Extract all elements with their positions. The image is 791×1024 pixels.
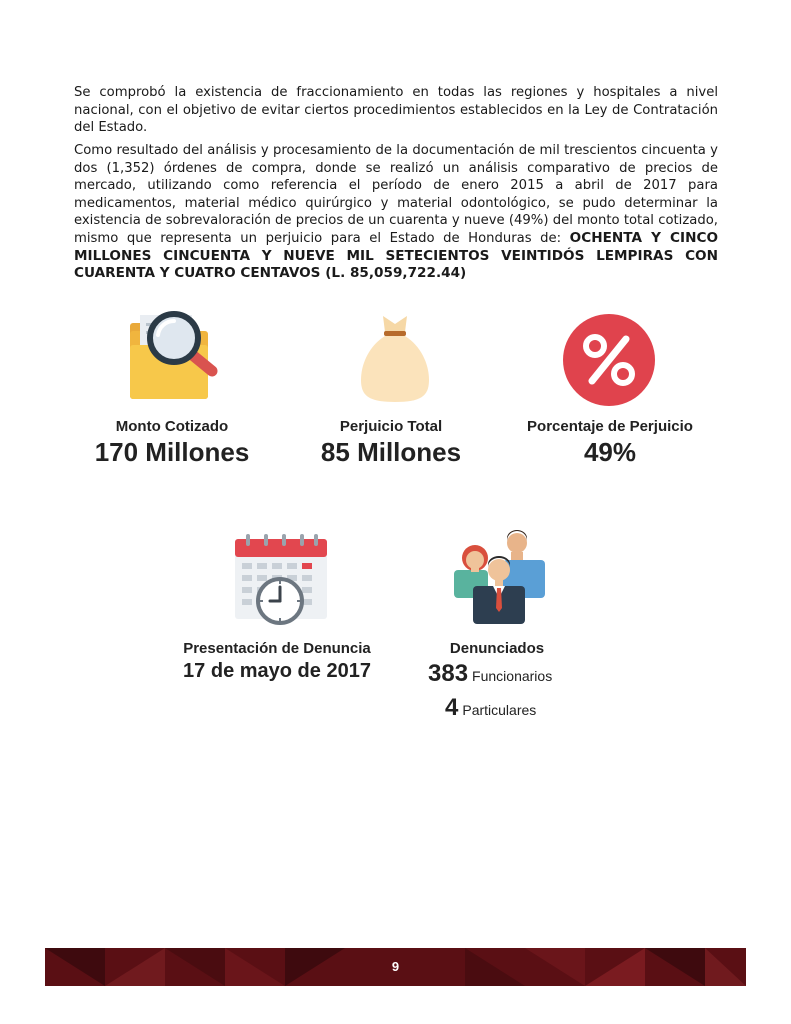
paragraph-fraccionamiento: Se comprobó la existencia de fraccionamiento en todas las regiones y hospitales a nivel nacional, con el objetivo de evitar ciertos procedimientos establecidos en la Ley de Contratación del Estado. <box>74 85 718 136</box>
funcionarios-label: Funcionarios <box>472 668 553 684</box>
page-number: 9 <box>391 959 400 974</box>
stat-monto-cotizado <box>72 418 272 468</box>
footer-band <box>45 948 746 986</box>
folder-search-icon <box>126 305 226 405</box>
stat-porcentaje <box>505 418 715 468</box>
stat-porcentaje-label: Porcentaje de Perjuicio <box>527 418 693 435</box>
stat-presentacion-value: 17 de mayo de 2017 <box>183 660 371 682</box>
stat-monto-label: Monto Cotizado <box>115 418 229 435</box>
particulares-count: 4 <box>445 694 459 721</box>
stat-monto-value: 170 Millones <box>94 437 250 467</box>
stat-denunciados-label: Denunciados <box>449 640 545 657</box>
particulares-label: Particulares <box>462 702 537 718</box>
stat-porcentaje-value: 49% <box>583 437 637 467</box>
paragraph-resultado <box>74 142 718 283</box>
percent-icon <box>562 313 656 407</box>
money-bag-icon <box>355 310 435 405</box>
paragraph-resultado-amount: OCHENTA Y CINCO MILLONES CINCUENTA Y NUEVE MIL SETECIENTOS VEINTIDÓS LEMPIRAS CON CUARENTA Y CUATRO CENTAVOS (L. 85,059,722.44) <box>74 229 718 282</box>
people-group-icon <box>453 530 547 626</box>
stat-perjuicio-label: Perjuicio Total <box>339 418 443 435</box>
stat-perjuicio-total <box>291 418 491 468</box>
stat-presentacion-label: Presentación de Denuncia <box>183 640 371 657</box>
stat-denunciados <box>417 640 577 657</box>
stat-perjuicio-value: 85 Millones <box>320 437 462 467</box>
denunciados-funcionarios <box>428 660 552 688</box>
stat-presentacion-denuncia <box>167 640 387 683</box>
funcionarios-count: 383 <box>428 660 469 687</box>
calendar-clock-icon <box>232 533 332 628</box>
paragraph-resultado-text: Como resultado del análisis y procesamiento de la documentación de mil trescientos cincuenta y dos (1,352) órdenes de compra, donde se realizó un análisis comparativo de precios de mercado, utilizando como referencia el período de enero 2015 a abril de 2017 para medicamentos, material médico quirúrgico y material odontológico, se pudo determinar la existencia de sobrevaloración de precios de un cuarenta y nueve (49%) del monto total cotizado, mismo que representa un perjuicio para el Estado de Honduras de: <box>74 143 718 246</box>
denunciados-particulares <box>445 694 536 722</box>
